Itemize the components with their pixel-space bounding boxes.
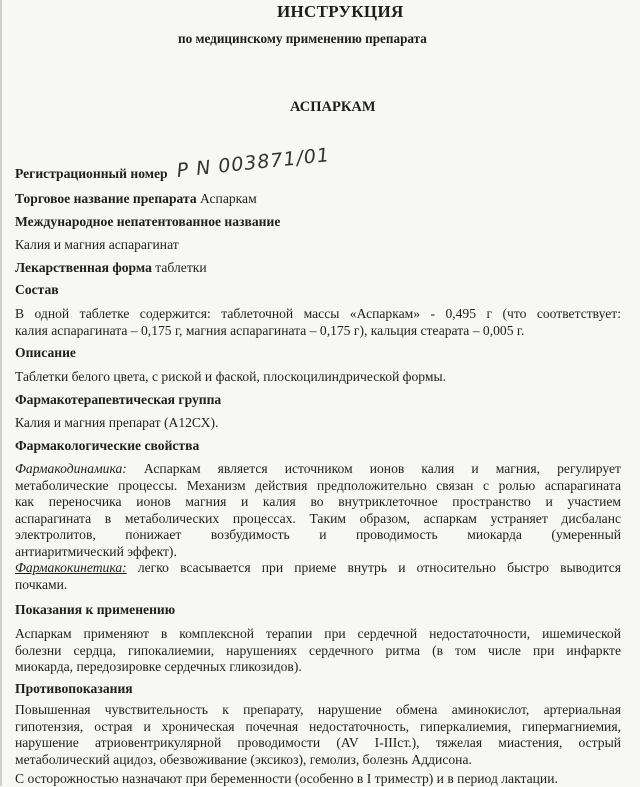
indications-heading: Показания к применению — [15, 602, 176, 617]
pharmacodynamics-first-rest: Аспаркам является источником ионов калия и магния, регулирует — [126, 461, 621, 476]
pharmacodynamics-label: Фармакодинамика: — [15, 461, 127, 476]
contraindications-line: метаболический ацидоз, обезвоживание (эксикоз), гемолиз, болезнь Аддисона. — [15, 751, 472, 767]
document-subtitle: по медицинскому применению препарата — [178, 31, 427, 46]
contraindications-line: нарушение атриовентрикулярной проводимости (AV I-IIIст.), тяжелая миастения, острый — [15, 735, 621, 751]
indications-line: Аспаркам применяют в комплексной терапии при сердечной недостаточности, ишемической — [15, 626, 621, 641]
composition-line: В одной таблетке содержится: таблеточной массы «Аспаркам» - 0,495 г (что соответствует: — [15, 306, 621, 321]
dosage-form-value: таблетки — [155, 260, 207, 275]
contraindications-line: гипотензия, острая и хроническая почечная недостаточность, гиперкалиемия, гипермагниемия, — [15, 718, 621, 734]
pharmacokinetics-label: Фармакокинетика: — [15, 560, 127, 575]
trade-name-value: Аспаркам — [200, 191, 257, 206]
registration-label: Регистрационный номер — [15, 166, 168, 181]
composition-line: калия аспарагината – 0,175 г, магния аспарагината – 0,175 г), кальция стеарата – 0,005 г. — [15, 322, 525, 338]
pharm-group-text: Калия и магния препарат (А12СХ). — [15, 415, 219, 430]
document-title: ИНСТРУКЦИЯ — [277, 2, 404, 21]
pharmacokinetics-text — [15, 560, 621, 593]
pharmacokinetics-first-line — [15, 560, 621, 577]
trade-name-label: Торговое название препарата — [15, 191, 197, 206]
description-heading: Описание — [15, 345, 76, 360]
pharmacokinetics-line: почками. — [15, 576, 68, 592]
pharmacodynamics-line: электролитов, понижает возбудимость и проводимость миокарда (умеренный — [15, 527, 621, 543]
pharm-props-heading: Фармакологические свойства — [15, 438, 200, 453]
composition-text — [15, 306, 621, 339]
contraindications-line: Повышенная чувствительность к препарату, нарушение обмена аминокислот, артериальная — [15, 702, 621, 717]
pharmacodynamics-line: аспарагината в метаболических процессах. Таким образом, аспаркам устраняет дисбаланс — [15, 510, 621, 526]
indications-line: миокарда, передозировке сердечных гликозидов). — [15, 659, 302, 675]
drug-name: АСПАРКАМ — [290, 99, 376, 115]
pharmacodynamics-first-line — [15, 461, 621, 478]
contraindications-heading: Противопоказания — [15, 681, 133, 696]
handwritten-registration-number: Р N 003871/01 — [175, 144, 332, 182]
pharm-group-heading: Фармакотерапевтическая группа — [15, 392, 222, 407]
dosage-form-row — [15, 260, 207, 276]
trade-name-row — [15, 191, 257, 207]
dosage-form-label: Лекарственная форма — [15, 260, 152, 275]
pharmacokinetics-first-rest: легко всасывается при приеме внутрь и относительно быстро выводится — [126, 560, 621, 575]
contraindications-text — [15, 702, 621, 768]
description-text: Таблетки белого цвета, с риской и фаской, плоскоцилиндрической формы. — [15, 369, 446, 384]
caution-text: С осторожностью назначают при беременности (особенно в I триместр) и в период лактации. — [15, 771, 558, 786]
page-edge — [0, 0, 2, 786]
pharmacodynamics-line: как переносчика ионов магния и калия во внутриклеточное пространство и участием — [15, 494, 621, 510]
pharmacodynamics-line: антиаритмический эффект). — [15, 543, 177, 559]
indications-text — [15, 626, 621, 676]
pharmacodynamics-text — [15, 461, 621, 561]
inn-value: Калия и магния аспарагинат — [15, 237, 179, 252]
inn-label: Международное непатентованное название — [15, 214, 281, 229]
indications-line: болезни сердца, гипокалиемии, нарушениях сердечного ритма (в том числе при инфаркте — [15, 642, 621, 658]
composition-heading: Состав — [15, 282, 59, 297]
pharmacodynamics-line: метаболические процессы. Механизм действия предположительно связан с ролью аспарагината — [15, 477, 621, 493]
